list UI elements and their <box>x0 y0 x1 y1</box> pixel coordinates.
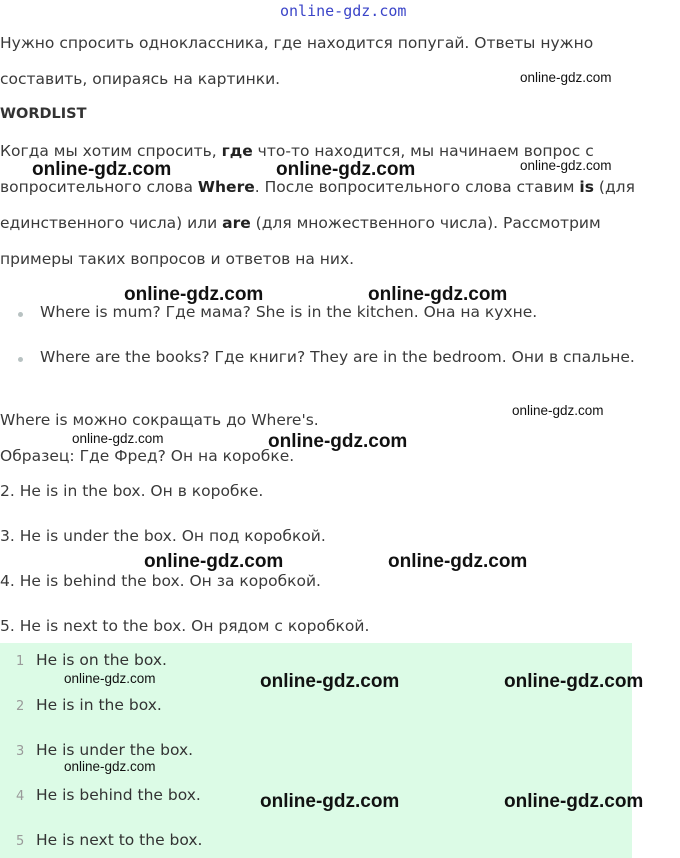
watermark: online-gdz.com <box>512 403 604 418</box>
top-watermark: online-gdz.com <box>280 2 407 20</box>
intro-line-2: составить, опираясь на картинки. <box>0 70 281 88</box>
answer-text: He is behind the box. <box>36 786 201 804</box>
watermark: online-gdz.com <box>124 284 264 305</box>
answer-number: 5 <box>16 834 25 849</box>
example-item: Where are the books? Где книги? They are in the bedroom. Они в спальне. <box>40 348 635 366</box>
item-line: 5. He is next to the box. Он рядом с коробкой. <box>0 617 370 635</box>
watermark: online-gdz.com <box>72 431 164 446</box>
watermark: online-gdz.com <box>504 671 644 692</box>
watermark: online-gdz.com <box>388 551 528 572</box>
answer-number: 2 <box>16 699 25 714</box>
answer-number: 3 <box>16 744 25 759</box>
watermark: online-gdz.com <box>276 159 416 180</box>
watermark: online-gdz.com <box>268 431 408 452</box>
sample-line: Образец: Где Фред? Он на коробке. <box>0 447 295 465</box>
answer-text: He is on the box. <box>36 651 167 669</box>
answer-number: 1 <box>16 654 25 669</box>
watermark: online-gdz.com <box>520 70 612 85</box>
para-line-4: примеры таких вопросов и ответов на них. <box>0 250 355 268</box>
item-line: 3. He is under the box. Он под коробкой. <box>0 527 326 545</box>
para-line-3: единственного числа) или are (для множественного числа). Рассмотрим <box>0 214 601 232</box>
watermark: online-gdz.com <box>64 759 156 774</box>
watermark: online-gdz.com <box>520 158 612 173</box>
para-line-2: вопросительного слова Where. После вопросительного слова ставим is (для <box>0 178 635 196</box>
item-line: 4. He is behind the box. Он за коробкой. <box>0 572 321 590</box>
bullet-dot <box>18 312 23 317</box>
answer-text: He is next to the box. <box>36 831 203 849</box>
watermark: online-gdz.com <box>144 551 284 572</box>
watermark: online-gdz.com <box>504 791 644 812</box>
watermark: online-gdz.com <box>260 671 400 692</box>
example-item: Where is mum? Где мама? She is in the kitchen. Она на кухне. <box>40 303 538 321</box>
para-line-1: Когда мы хотим спросить, где что-то находится, мы начинаем вопрос с <box>0 142 594 160</box>
watermark: online-gdz.com <box>368 284 508 305</box>
answer-number: 4 <box>16 789 25 804</box>
answer-text: He is under the box. <box>36 741 194 759</box>
watermark: online-gdz.com <box>260 791 400 812</box>
answer-text: He is in the box. <box>36 696 162 714</box>
contraction-note: Where is можно сокращать до Where's. <box>0 411 319 429</box>
intro-line-1: Нужно спросить одноклассника, где находится попугай. Ответы нужно <box>0 34 594 52</box>
watermark: online-gdz.com <box>64 671 156 686</box>
bullet-dot <box>18 357 23 362</box>
item-line: 2. He is in the box. Он в коробке. <box>0 482 264 500</box>
wordlist-heading: WORDLIST <box>0 106 87 122</box>
watermark: online-gdz.com <box>32 159 172 180</box>
